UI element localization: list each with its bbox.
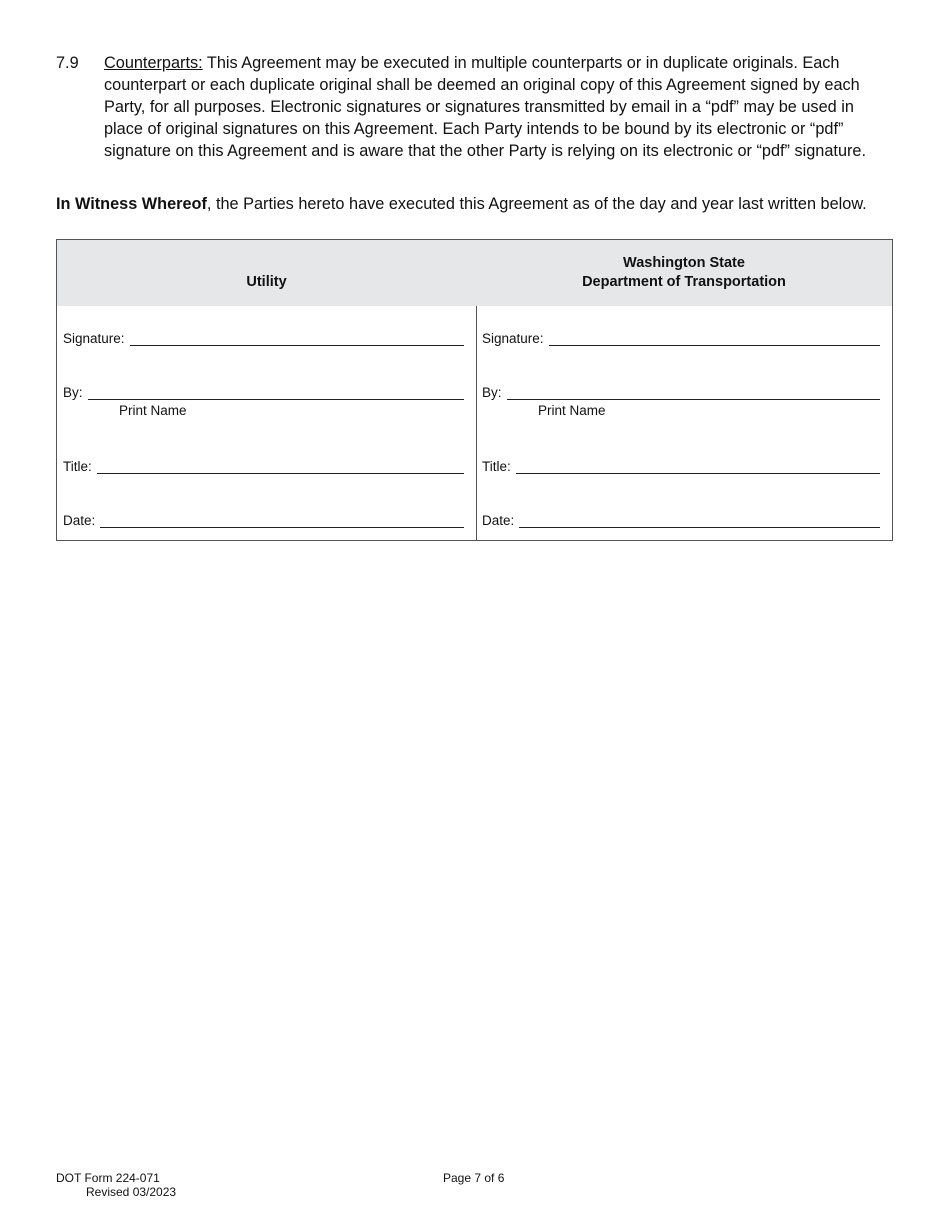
utility-by-field[interactable] <box>63 382 464 400</box>
utility-date-field[interactable] <box>63 510 464 528</box>
utility-header <box>57 240 476 306</box>
by-label: By: <box>63 385 83 400</box>
wsdot-date-field[interactable] <box>482 510 880 528</box>
wsdot-title-line1: Washington State <box>623 255 745 271</box>
by-label: By: <box>482 385 502 400</box>
form-number: DOT Form 224-071 <box>56 1171 160 1185</box>
section-heading: Counterparts: <box>104 54 203 72</box>
title-label: Title: <box>63 459 92 474</box>
witness-text: , the Parties hereto have executed this Agreement as of the day and year last written below. <box>206 195 867 213</box>
section-number: 7.9 <box>56 54 79 72</box>
wsdot-signature-field[interactable] <box>482 328 880 346</box>
wsdot-by-field[interactable] <box>482 382 880 400</box>
section-body: This Agreement may be executed in multiple counterparts or in duplicate originals. Each counterpart or each duplicate original shall be deemed an original copy of this Agreement signed by each Party, for all purposes. Electronic signatures or signatures transmitted by email in a “pdf” may be used in place of original signatures on this Agreement. Each Party intends to be bound by its electronic or “pdf” signature on this Agreement and is aware that the other Party is relying on its electronic or “pdf” signature. <box>104 54 866 160</box>
by-line[interactable] <box>88 387 464 400</box>
by-line[interactable] <box>507 387 880 400</box>
wsdot-title-line2: Department of Transportation <box>582 274 786 290</box>
signature-label: Signature: <box>63 331 125 346</box>
utility-title-field[interactable] <box>63 456 464 474</box>
utility-signature-field[interactable] <box>63 328 464 346</box>
signature-table <box>56 239 893 541</box>
footer-form-info <box>56 1171 176 1199</box>
title-line[interactable] <box>516 461 880 474</box>
date-line[interactable] <box>519 515 880 528</box>
witness-bold: In Witness Whereof <box>56 195 207 213</box>
utility-column <box>57 240 477 540</box>
section-7-9 <box>56 52 896 162</box>
date-label: Date: <box>482 513 515 528</box>
signature-label: Signature: <box>482 331 544 346</box>
signature-line[interactable] <box>549 333 880 346</box>
signature-line[interactable] <box>130 333 464 346</box>
date-label: Date: <box>63 513 96 528</box>
witness-paragraph <box>56 194 896 214</box>
print-name-caption: Print Name <box>119 403 187 418</box>
revision-date: Revised 03/2023 <box>86 1185 177 1199</box>
section-paragraph <box>104 52 896 162</box>
print-name-caption: Print Name <box>538 403 606 418</box>
utility-title: Utility <box>246 273 287 290</box>
title-line[interactable] <box>97 461 464 474</box>
wsdot-column <box>476 240 892 540</box>
title-label: Title: <box>482 459 511 474</box>
wsdot-title-field[interactable] <box>482 456 880 474</box>
date-line[interactable] <box>100 515 464 528</box>
page-number: Page 7 of 6 <box>443 1171 505 1185</box>
wsdot-header <box>476 240 892 306</box>
